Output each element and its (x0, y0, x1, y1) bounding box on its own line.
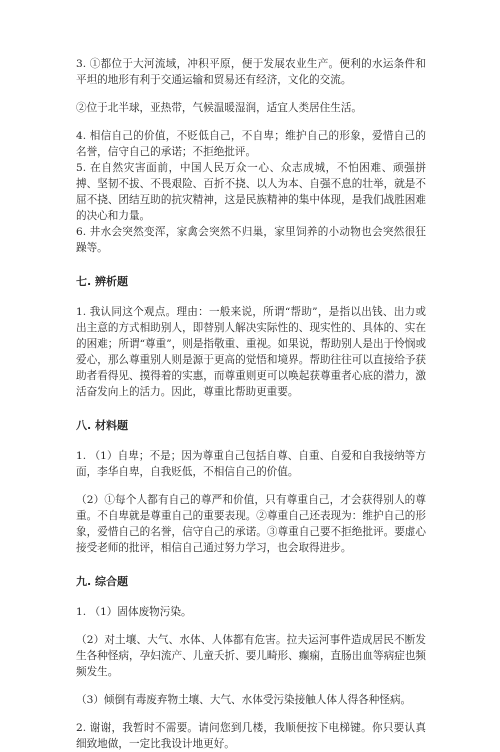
para-q7-1: 1. 我认同这个观点。理由：一般来说，所谓“帮助”，是指以出钱、出力或出主意的方式相助别人，即替别人解决实际性的、现实性的、具体的、实在的困难；所谓“尊重”，则是指敬重、重视。如果说，帮助别人是出于怜悯或爱心，那么尊重别人则是源于更高的觉悟和境界。帮助往往可以直接给予获助者看得见、摸得着的实惠，而尊重则更可以唤起获尊重者心底的潜力，激活奋发向上的活力。因此，尊重比帮助更重要。 (76, 306, 426, 398)
para-q8-1-item2: （2）①每个人都有自己的尊严和价值，只有尊重自己，才会获得别人的尊重。不自卑就是尊重自己的重要表现。②尊重自己还表现为：维护自己的形象，爱惜自己的名誉，信守自己的承诺。③尊重自己要不拒绝批评。要虚心接受老师的批评，相信自己通过努力学习，也会取得进步。 (76, 494, 426, 554)
para-q8-1-item1: 1. （1）自卑；不是；因为尊重自己包括自尊、自重、自爱和自我接纳等方面，李华自卑，自我贬低，不相信自己的价值。 (76, 450, 426, 478)
para-q9-2: 2. 谢谢，我暂时不需要。请问您到几楼，我顺便按下电梯键。你只要认真细致地做，一定比我设计地更好。 (76, 722, 426, 750)
para-q6-4: 4. 相信自己的价值，不贬低自己，不自卑；维护自己的形象，爱惜自己的名誉，信守自己的承诺；不拒绝批评。 (76, 130, 426, 158)
para-q9-1-item1: 1. （1）固体废物污染。 (76, 606, 192, 618)
heading-section-9: 九. 综合题 (76, 575, 129, 588)
heading-section-8: 八. 材料题 (76, 419, 129, 432)
para-q6-3-item2: ②位于北半球，亚热带，气候温暖湿润，适宜人类居住生活。 (76, 102, 363, 114)
heading-section-7: 七. 辨析题 (76, 275, 129, 288)
para-q9-1-item3: （3）倾倒有毒废弃物土壤、大气、水体受污染接触人体人得各种怪病。 (76, 694, 412, 706)
para-q6-3-item1: 3. ①都位于大河流域，冲积平原，便于发展农业生产。便利的水运条件和平坦的地形有利于交通运输和贸易还有经济，文化的交流。 (76, 58, 426, 86)
para-q9-1-item2: （2）对土壤、大气、水体、人体都有危害。拉夫运河事件造成居民不断发生各种怪病，孕妇流产、儿童夭折、要儿畸形、癫痫，直肠出血等病症也频频发生。 (76, 634, 426, 678)
document-page (76, 56, 426, 752)
para-q6-5: 5. 在自然灾害面前，中国人民万众一心、众志成城，不怕困难、顽强拼搏、坚韧不拔、不畏艰险、百折不挠、以人为本、自强不息的壮举，就是不屈不挠、团结互助的抗灾精神，这是民族精神的集中体现，是我们战胜困难的决心和力量。 (76, 162, 426, 222)
para-q6-6: 6. 井水会突然变浑，家禽会突然不归巢，家里饲养的小动物也会突然很狂躁等。 (76, 226, 426, 254)
